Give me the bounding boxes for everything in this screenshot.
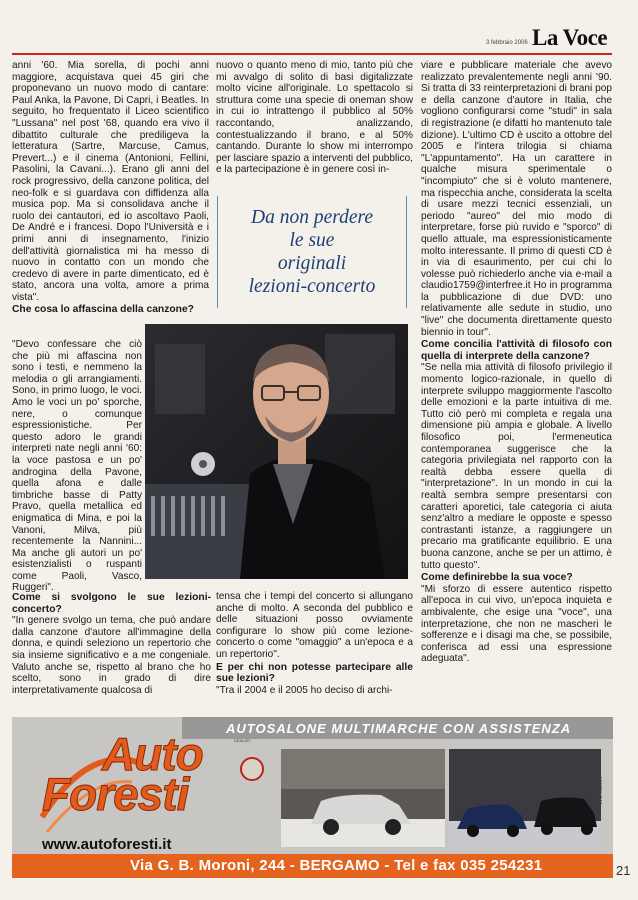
ad-logo-auto: Auto: [102, 728, 203, 780]
portrait-photo: [145, 324, 408, 579]
column-1-mid: [12, 339, 142, 594]
column-1-bottom: [12, 591, 211, 696]
column-1-top: [12, 60, 209, 316]
pull-quote-line: originali: [277, 253, 347, 274]
paragraph: nuovo o quanto meno di mio, tanto più che mi avvalgo di solito di basi digitalizzate molto vicine all'originale. Lo spettacolo si struttura come una specie di oneman show in cui io intrattengo il pubblico al 50% raccontando, analizzando, contestualizzando il brano, e al 50% cantando. Durante lo show mi interrompo per lasciare spazio a interventi del pubblico, e la partecipazione è in genere così in-: [216, 60, 413, 176]
ad-website[interactable]: www.autoforesti.it: [42, 836, 172, 853]
ad-address: Via G. B. Moroni, 244 - BERGAMO - Tel e fax 035 254231: [130, 857, 543, 874]
question-heading: Come concilia l'attività di filosofo con quella di interprete della canzone?: [421, 339, 612, 362]
paragraph: viare e pubblicare materiale che avevo realizzato prevalentemente negli anni '90. Si tratta di 33 reinterpretazioni di brani pop e della canzone d'autore in Italia, che vogliono configurarsi come "studi" in sala di registrazione (e difatti ho mantenuto tale dizione). L'ultimo CD è uscito a ottobre del 2005 e l'intera trilogia si chiama "L'appuntamento". Ha un carattere in qualche misura sperimentale o "incompiuto" che si è voluto mantenere, ma rispecchia anche, considerata la scelta di usare mezzi tecnici essenziali, un periodo "aureo" del mio modo di interpretare, forse più ruvido e "sporco" di quello attuale, ma espressionisticamente molto interessante. Il primo di questi CD è in via di esaurimento, per cui chi lo volesse può richiederlo anche via e-mail a claudio1759@interfree.it Ho in programma la pubblicazione di due DVD: uno relativamente alle sedute in studio, uno "live" che documenta direttamente questo biennio in tour".: [421, 60, 612, 338]
showroom-photo: [449, 749, 601, 847]
showroom-car-illustration: [281, 749, 445, 847]
question-heading: Come si svolgono le sue lezioni-concerto?: [12, 592, 211, 615]
paragraph: "In genere svolgo un tema, che può andare dalla canzone d'autore all'immagine della donna, e quindi seleziono un repertorio che sia insieme significativo e a me congeniale. Valuto anche se, rispetto al brano che ho scelto, sono in grado di dire interpretativamente qualcosa di: [12, 615, 211, 696]
pull-quote: [217, 196, 407, 308]
pull-quote-line: le sue: [289, 230, 335, 251]
column-2-bottom: [216, 591, 413, 696]
advertisement: [12, 717, 613, 878]
showroom-photo: [281, 749, 445, 847]
pull-quote-line: Da non perdere: [250, 207, 374, 228]
paragraph: "Tra il 2004 e il 2005 ho deciso di archi-: [216, 684, 393, 696]
pull-quote-line: lezioni-concerto: [248, 276, 376, 297]
header-rule: [12, 53, 612, 55]
question-heading: E per chi non potesse partecipare alle sue lezioni?: [216, 661, 413, 685]
paragraph: tensa che i tempi del concerto si allungano anche di molto. A seconda del pubblico e delle situazioni posso ovviamente configurare lo show più come lezione-concerto o come "omaggio" a un'epoca e a un repertorio".: [216, 591, 413, 660]
paragraph: "Devo confessare che ciò che più mi affascina non sono i testi, e nemmeno la melodia o gli arrangiamenti. Sono, in primo luogo, le voci. Amo le voci un po' sporche, nere, o comunque espressionistiche. Per questo adoro le grandi interpreti nate negli anni '60: la voce pastosa e un po' androgina della Pavone, quella afona e dalle timbriche basse di Patty Pravo, quella metallica ed enigmatica di Mina, e poi la Vanoni, Milva, più recentemente la Nannini... Ma anche gli autori un po' esistenzialisti o ruspanti come Paoli, Vasco, Ruggeri".: [12, 339, 142, 594]
paragraph: "Se nella mia attività di filosofo privilegio il momento logico-razionale, in quello di interprete sviluppo maggiormente l'ascolto delle emozioni e la parte intuitiva di me. Tutto ciò però mi completa e regala una dimensione più ampia e globale. A livello filosofico poi, l'ermeneutica contemporanea suggerisce che la categoria privilegiata nel rapporto con la realtà debba essere quella di "interpretazione". In un mondo in cui la realtà sembra sempre presentarsi con caratteri aporetici, tale categoria ci aiuta senz'altro a mediare le opposte e spesso contrastanti istanze, a raggiungere un precario ma gratificante equilibrio. E una buona canzone, anche se per un attimo, è tutto questo".: [421, 362, 612, 571]
ad-logo-foresti: Foresti: [42, 768, 189, 820]
portrait-illustration: [145, 324, 408, 579]
column-3: [421, 60, 612, 665]
question-heading: Come definirebbe la sua voce?: [421, 572, 573, 584]
column-2-top: [216, 60, 413, 176]
dealer-badge-icon: [240, 757, 264, 781]
showroom-cars-illustration: [449, 749, 601, 847]
page-number: 21: [616, 863, 631, 878]
paragraph: anni '60. Mia sorella, di pochi anni maggiore, acquistava quei 45 giri che proponevano un nuovo modo di cantare: Paul Anka, la Pavone, Di Capri, i Beatles. In seguito, ho frequentato il Liceo scientifico "Lussana" nel post '68, quando era vivo il dibattito culturale che prediligeva la letteratura (Sartre, Marcuse, Camus, Prevert...) e il cinema (Antonioni, Fellini, Pasolini, la Cavani...). Erano gli anni del rock progressivo, della canzone politica, del neo-folk e si guardava con diffidenza alla musica pop. Ma si consolidava anche il ruolo dei cantautori, ed io ascoltavo Paoli, De André e i francesi. Dopo l'Università e i primi anni di insegnamento, l'inizio dell'attività giornalistica mi ha messo di nuovo in contatto con un mondo che credevo di avere in parte dimenticato, ed è stato, ancora una volta, amore a prima vista".: [12, 60, 209, 303]
question-heading: Che cosa lo affascina della canzone?: [12, 304, 194, 316]
ad-headline: AUTOSALONE MULTIMARCHE CON ASSISTENZA: [226, 721, 572, 736]
issue-date: 3 febbraio 2006: [486, 40, 528, 46]
ad-vertical-code: LVC 062006: [598, 777, 604, 805]
masthead-logo: La Voce: [532, 25, 608, 50]
ad-badge-caption: DEALER: [234, 738, 251, 743]
paragraph: "Mi sforzo di essere autentico rispetto all'epoca in cui vivo, un'epoca inquieta e ambivalente, che esige una "voce", una interpretazione, che non ne mascheri le sofferenze e i disagi ma che, se possibile, conferisca ad essi una espressione adeguata".: [421, 583, 612, 665]
